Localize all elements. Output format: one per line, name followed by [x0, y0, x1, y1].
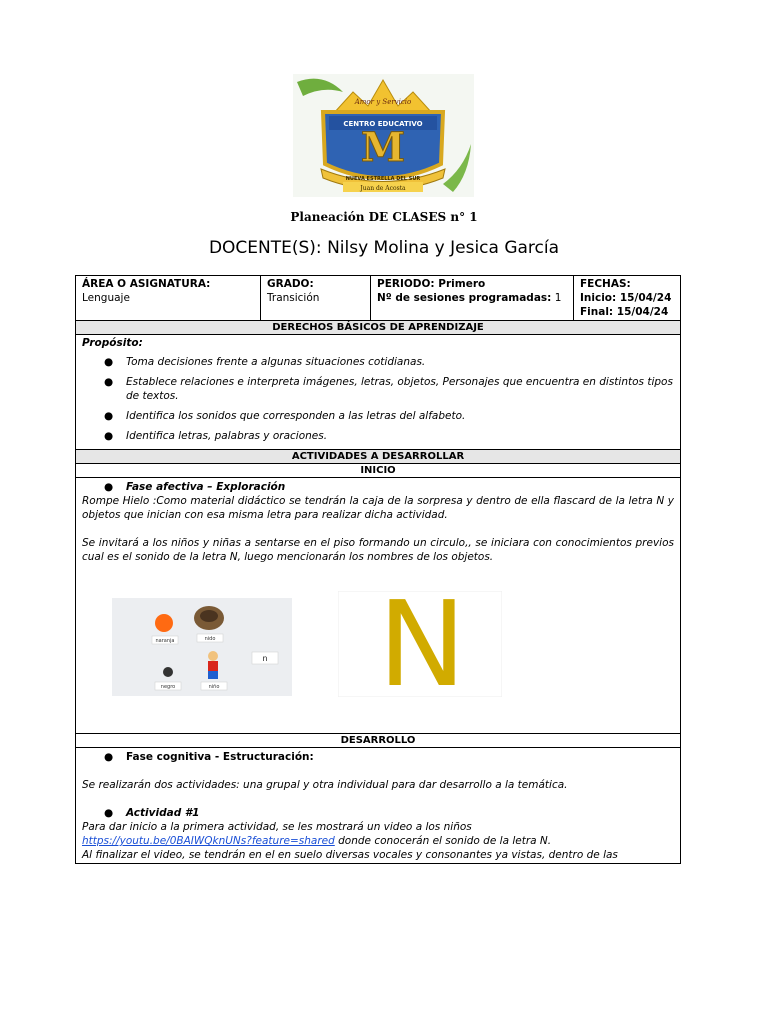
logo-institution: CENTRO EDUCATIVO	[343, 120, 423, 128]
school-logo	[293, 74, 474, 197]
proposito-section	[76, 335, 680, 450]
list-item: ● Identifica letras, palabras y oraciones.	[104, 430, 328, 442]
logo-subtitle: NUEVA ESTRELLA DEL SUR	[345, 176, 421, 182]
rompe-hielo-text: Rompe Hielo :Como material didáctico se tendrán la caja de la sorpresa y dentro de ella flascard de la letra N y objetos que inician con esa misma letra para realizar dicha actividad.	[82, 495, 674, 521]
area-cell	[76, 276, 261, 320]
periodo-cell	[371, 276, 574, 320]
list-item: ● Toma decisiones frente a algunas situaciones cotidianas.	[104, 356, 426, 368]
list-item: ● Actividad #1	[104, 807, 200, 819]
actividad-text: Para dar inicio a la primera actividad, se les mostrará un video a los niños	[82, 821, 472, 833]
sesiones-label: Nº de sesiones programadas:	[377, 292, 552, 304]
grado-label: GRADO:	[267, 278, 314, 290]
desarrollo-intro: Se realizarán dos actividades: una grupal y otra individual para dar desarrollo a la temática.	[82, 779, 568, 791]
info-row	[76, 276, 680, 321]
list-item: ● Establece relaciones e interpreta imágenes, letras, objetos, Personajes que encuentra en distintos tipos de textos.	[104, 376, 673, 402]
video-link[interactable]: https://youtu.be/0BAIWQknUNs?feature=shared	[82, 835, 335, 847]
logo-motto: Amor y Servicio	[354, 98, 412, 106]
fecha-final: Final: 15/04/24	[580, 306, 669, 318]
photo-label: nido	[204, 636, 216, 642]
fase-afectiva: Fase afectiva – Exploración	[126, 481, 286, 493]
desarrollo-section	[76, 748, 680, 864]
list-item: ● Fase cognitiva - Estructuración:	[104, 751, 314, 763]
fechas-cell	[574, 276, 680, 320]
inicio-section	[76, 478, 680, 734]
dba-heading: DERECHOS BÁSICOS DE APRENDIZAJE	[76, 321, 680, 335]
document-pretitle: Planeación DE CLASES n° 1	[290, 210, 478, 224]
area-label: ÁREA O ASIGNATURA:	[82, 278, 211, 290]
proposito-label: Propósito:	[82, 337, 143, 349]
logo-location: Juan de Acosta	[360, 185, 406, 192]
photo-label: naranja	[155, 638, 175, 644]
fase-cognitiva-list	[82, 750, 674, 764]
grado-value: Transición	[267, 292, 320, 304]
invitacion-text: Se invitará a los niños y niñas a sentarse en el piso formando un circulo,, se iniciara con conocimientos previos cual es el sonido de la letra N, luego mencionarán los nombres de los objetos.	[82, 537, 674, 563]
actividad-label: Actividad #1	[126, 807, 200, 819]
inicio-heading: INICIO	[76, 464, 680, 478]
photo-label: negro	[160, 684, 176, 690]
lesson-plan-table	[75, 275, 681, 864]
letter-n: N	[377, 591, 467, 697]
grado-cell	[261, 276, 371, 320]
proposito-list	[82, 355, 674, 443]
area-value: Lenguaje	[82, 292, 130, 304]
list-item: ● Identifica los sonidos que corresponden a las letras del alfabeto.	[104, 410, 466, 422]
objects-photo	[112, 598, 292, 696]
list-item: ● Fase afectiva – Exploración	[104, 481, 286, 493]
fecha-inicio: Inicio: 15/04/24	[580, 292, 672, 304]
desarrollo-heading: DESARROLLO	[76, 734, 680, 748]
actividad-list	[82, 806, 674, 820]
fechas-label: FECHAS:	[580, 278, 631, 290]
final-text: Al finalizar el video, se tendrán en el en suelo diversas vocales y consonantes ya vistas, dentro de las	[82, 849, 618, 861]
photo-label: niño	[208, 684, 220, 690]
letter-n-image	[338, 591, 502, 697]
periodo-label: PERIODO: Primero	[377, 278, 486, 290]
document-title: DOCENTE(S): Nilsy Molina y Jesica García	[208, 238, 560, 258]
sesiones-value: 1	[554, 292, 562, 304]
after-link-text: donde conocerán el sonido de la letra N.	[334, 835, 552, 847]
actividades-heading: ACTIVIDADES A DESARROLLAR	[76, 450, 680, 464]
svg-text:M: M	[360, 124, 406, 171]
photo-label: n	[262, 654, 268, 663]
fase-cognitiva: Fase cognitiva - Estructuración:	[126, 751, 314, 763]
fase-afectiva-list	[82, 480, 674, 494]
